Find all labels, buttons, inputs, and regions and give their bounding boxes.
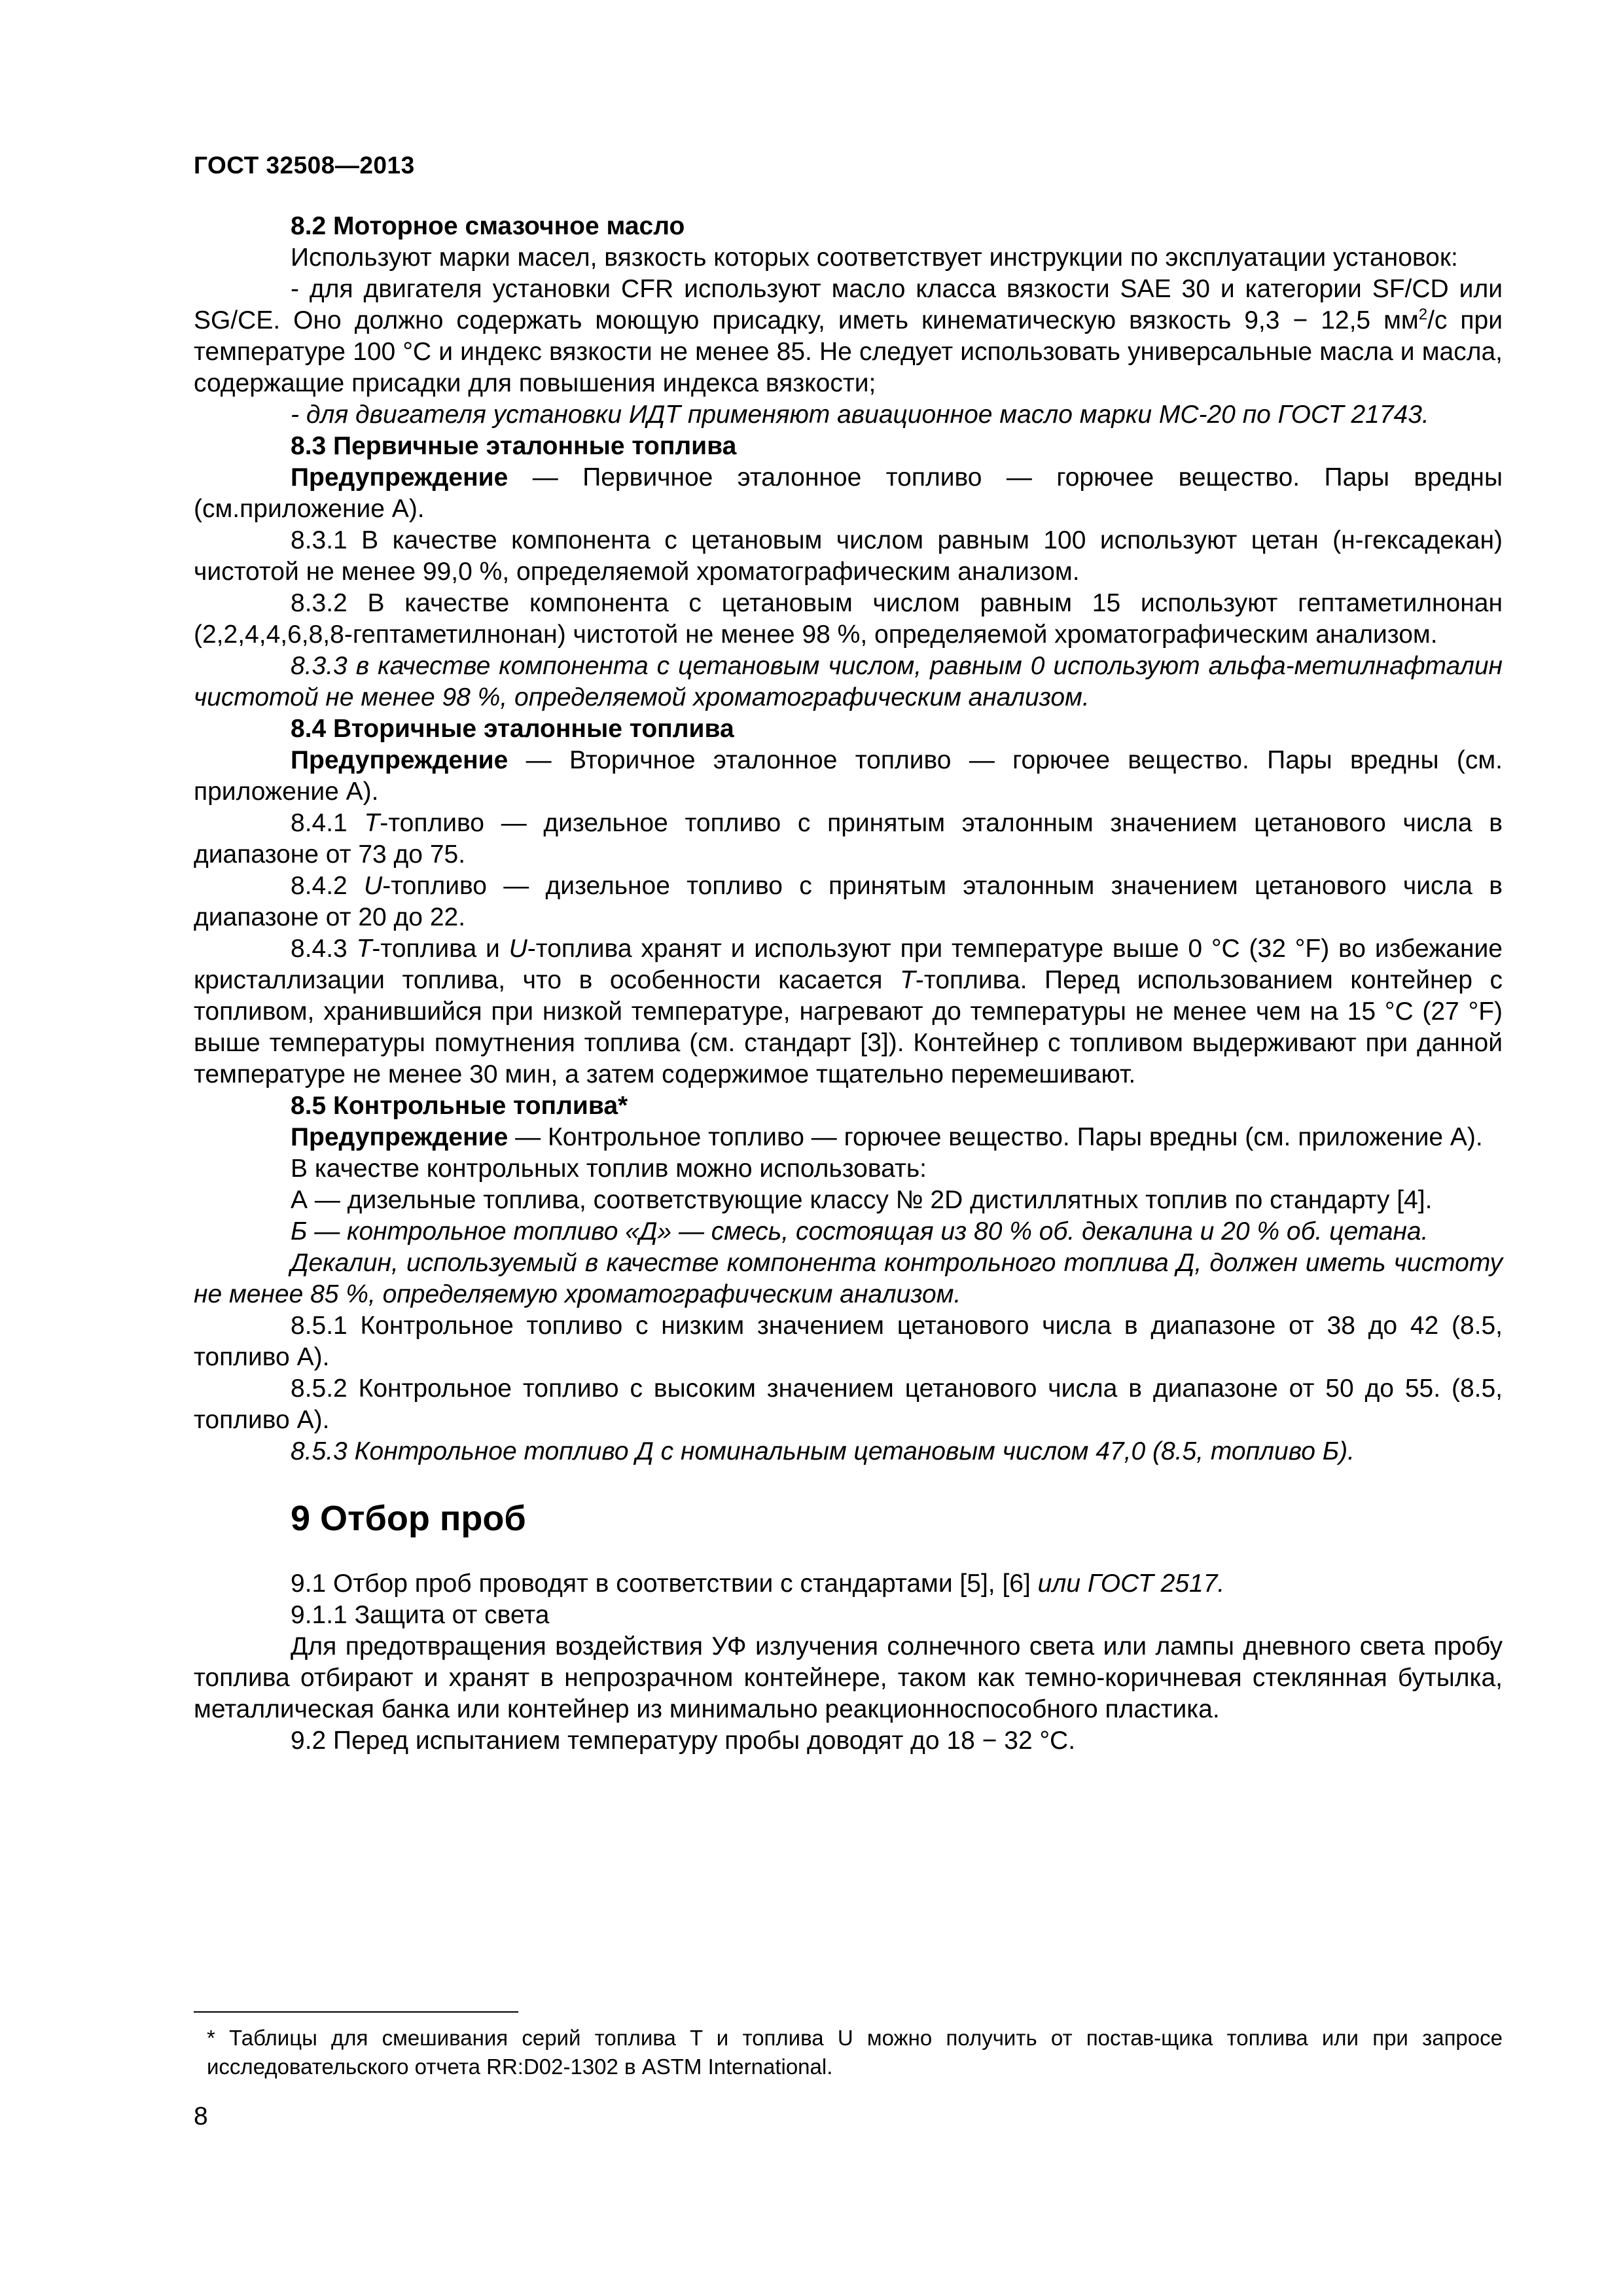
text: — Контрольное топливо — горючее вещество. Пары вредны (см. приложение А). [508, 1123, 1483, 1151]
text: 8.4.2 [291, 872, 365, 900]
text: или ГОСТ 2517. [1037, 1570, 1225, 1598]
paragraph: 9.2 Перед испытанием температуру пробы доводят до 18 − 32 °С. [291, 1727, 1076, 1755]
paragraph: Для предотвращения воздействия УФ излучения солнечного света или лампы дневного света пробу топлива отбирают и хранят в непрозрачном контейнере, таком как темно-коричневая стеклянная бутылка, металлическая банка или контейнер из минимально реакционноспособного пластика. [194, 1632, 1503, 1723]
warning-paragraph [194, 462, 1503, 525]
text: 8.4.1 [291, 809, 365, 837]
text: -топлива. Перед использованием контейнер с топливом, хранившийся при низкой температуре, нагревают до температуры не менее чем на 15 °С (27 °F) выше температуры помутнения топлива (см. стандарт [3]). Контейнер с топливом выдерживают при данной температуре не менее 30 мин, а затем содержимое тщательно перемешивают. [194, 966, 1503, 1088]
standard-header: ГОСТ 32508—2013 [194, 152, 415, 179]
text: 9.1 Отбор проб проводят в соответствии с стандартами [5], [6] [291, 1570, 1038, 1598]
page-number: 8 [194, 2102, 208, 2130]
section-8-4-heading: 8.4 Вторичные эталонные топлива [291, 715, 734, 743]
paragraph: 8.5.2 Контрольное топливо с высоким значением цетанового числа в диапазоне от 50 до 55. (8.5, топливо А). [194, 1374, 1503, 1434]
text: U [508, 935, 527, 963]
paragraph: 8.3.3 в качестве компонента с цетановым числом, равным 0 используют альфа-метилнафталин чистотой не менее 98 %, определяемой хроматографическим анализом. [194, 652, 1503, 711]
text: U [364, 872, 383, 900]
section-8-2-heading: 8.2 Моторное смазочное масло [291, 212, 685, 240]
text: Т [900, 966, 916, 994]
section-8-5-heading: 8.5 Контрольные топлива* [291, 1092, 628, 1120]
text: Т [356, 935, 372, 963]
text: -топливо — дизельное топливо с принятым эталонным значением цетанового числа в диапазоне от 20 до 22. [194, 872, 1503, 931]
paragraph [194, 1568, 1503, 1600]
warning-label: Предупреждение [291, 1123, 508, 1151]
body-text [194, 211, 1503, 1757]
paragraph [194, 870, 1503, 933]
text: Т [364, 809, 380, 837]
text: — Первичное эталонное топливо — горючее вещество. Пары вредны (см.приложение А). [194, 463, 1503, 523]
paragraph: 8.3.1 В качестве компонента с цетановым числом равным 100 используют цетан (н-гексадекан) чистотой не менее 99,0 %, определяемой хроматографическим анализом. [194, 526, 1503, 586]
paragraph: Б — контрольное топливо «Д» — смесь, состоящая из 80 % об. декалина и 20 % об. цетана. [291, 1217, 1429, 1246]
paragraph: 8.5.1 Контрольное топливо с низким значением цетанового числа в диапазоне от 38 до 42 (8.5, топливо А). [194, 1312, 1503, 1371]
warning-paragraph [194, 745, 1503, 808]
section-9-heading: 9 Отбор проб [291, 1499, 526, 1538]
paragraph: 8.3.2 В качестве компонента с цетановым числом равным 15 используют гептаметилнонан (2,2,4,4,6,8,8-гептаметилнонан) чистотой не менее 98 %, определяемой хроматографическим анализом. [194, 589, 1503, 649]
footnote: * Таблицы для смешивания серий топлива T и топлива U можно получить от постав-щика топлива или при запросе исследовательского отчета RR:D02-1302 в ASTM International. [207, 2026, 1503, 2079]
text: — Вторичное эталонное топливо — горючее вещество. Пары вредны (см. приложение А). [194, 746, 1503, 806]
superscript: 2 [1418, 306, 1428, 323]
text: -топлива хранят и используют при температуре выше 0 °С (32 °F) во избежание кристаллизации топлива, что в особенности касается [194, 935, 1503, 994]
paragraph [194, 808, 1503, 870]
text: -топливо — дизельное топливо с принятым эталонным значением цетанового числа в диапазоне от 73 до 75. [194, 809, 1503, 869]
paragraph: 8.5.3 Контрольное топливо Д с номинальным цетановым числом 47,0 (8.5, топливо Б). [291, 1437, 1355, 1465]
section-8-3-heading: 8.3 Первичные эталонные топлива [291, 432, 737, 460]
text: /с при температуре 100 °С и индекс вязкости не менее 85. Не следует использовать универсальные масла и масла, содержащие присадки для повышения индекса вязкости; [194, 306, 1503, 397]
paragraph: А — дизельные топлива, соответствующие классу № 2D дистиллятных топлив по стандарту [4]. [291, 1186, 1433, 1214]
paragraph: - для двигателя установки ИДТ применяют авиационное масло марки МС-20 по ГОСТ 21743. [291, 401, 1429, 429]
text: -топлива и [372, 935, 509, 963]
footnote-divider [194, 2011, 518, 2013]
paragraph: 9.1.1 Защита от света [291, 1601, 550, 1629]
paragraph: Используют марки масел, вязкость которых соответствует инструкции по эксплуатации установок: [291, 243, 1458, 272]
warning-label: Предупреждение [291, 746, 508, 774]
text: - для двигателя установки CFR используют масло класса вязкости SAE 30 и категории SF/CD или SG/CE. Оно должно содержать моющую присадку, иметь кинематическую вязкость 9,3 − 12,5 мм [194, 275, 1503, 334]
paragraph: В качестве контрольных топлив можно использовать: [291, 1155, 927, 1183]
warning-paragraph [194, 1122, 1503, 1153]
paragraph [194, 274, 1503, 399]
paragraph [194, 933, 1503, 1090]
paragraph: Декалин, используемый в качестве компонента контрольного топлива Д, должен иметь чистоту не менее 85 %, определяемую хроматографическим анализом. [194, 1249, 1503, 1308]
warning-label: Предупреждение [291, 463, 508, 492]
text: 8.4.3 [291, 935, 357, 963]
